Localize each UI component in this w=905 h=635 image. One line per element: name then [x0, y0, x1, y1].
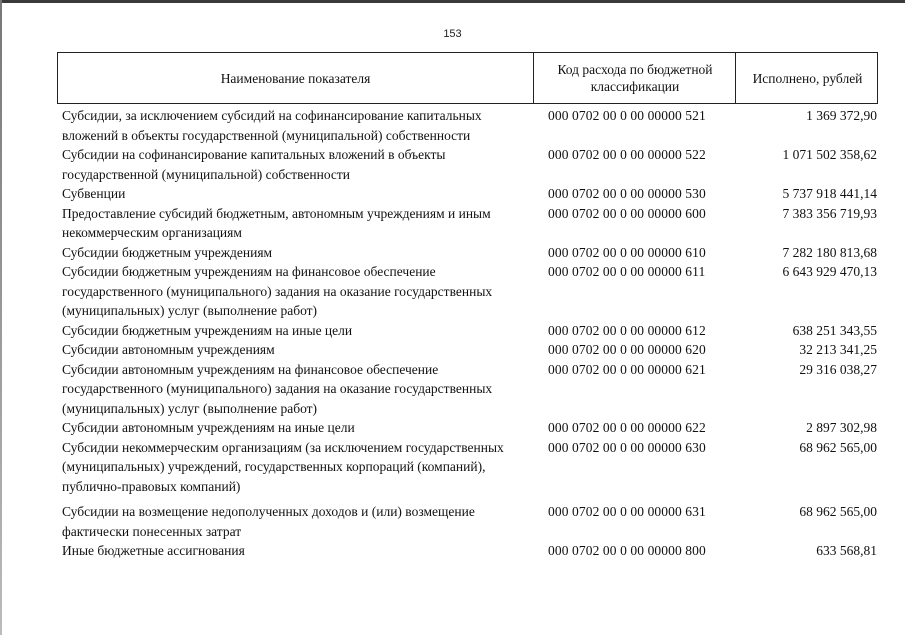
row-code: 000 0702 00 0 00 00000 631: [548, 504, 706, 519]
row-code: 000 0702 00 0 00 00000 622: [548, 420, 706, 435]
row-name: Предоставление субсидий бюджетным, автономным учреждениям и иным некоммерческим организациям: [62, 205, 491, 240]
row-code: 000 0702 00 0 00 00000 600: [548, 205, 706, 221]
table-row: [0, 262, 905, 321]
table-row: [0, 184, 905, 204]
row-name: Субвенции: [62, 186, 126, 201]
table-row: [0, 204, 905, 243]
row-amount: 2 897 302,98: [806, 420, 877, 435]
header-amount-column: Исполнено, рублей: [735, 53, 879, 103]
header-code-column: Код расхода по бюджетной классификации: [533, 53, 736, 103]
header-name-column: Наименование показателя: [220, 70, 371, 86]
table-row: [0, 321, 905, 341]
row-code: 000 0702 00 0 00 00000 521: [548, 108, 706, 123]
row-code: 000 0702 00 0 00 00000 530: [548, 186, 706, 201]
row-name: Субсидии на софинансирование капитальных вложений в объекты государственной (муниципальной) собственности: [62, 147, 446, 182]
row-code: 000 0702 00 0 00 00000 621: [548, 361, 706, 377]
table-row: [0, 340, 905, 360]
row-code: 000 0702 00 0 00 00000 620: [548, 342, 706, 357]
table-row: [0, 438, 905, 497]
table-row: [0, 145, 905, 184]
row-amount: 29 316 038,27: [799, 361, 877, 377]
row-name: Субсидии, за исключением субсидий на софинансирование капитальных вложений в объекты государственной (муниципальной) собственности: [62, 108, 482, 143]
row-amount: 638 251 343,55: [792, 322, 877, 338]
row-name: Субсидии некоммерческим организациям (за исключением государственных (муниципальных) учреждений, государственных корпораций (компаний), публично-правовых компаний): [62, 439, 504, 494]
row-code: 000 0702 00 0 00 00000 610: [548, 244, 706, 260]
row-amount: 633 568,81: [816, 543, 877, 558]
table-row: [0, 418, 905, 438]
table-row: [0, 360, 905, 419]
table-row: [0, 541, 905, 561]
row-amount: 68 962 565,00: [799, 504, 877, 519]
table-row: [0, 106, 905, 145]
row-amount: 68 962 565,00: [799, 439, 877, 455]
row-name: Субсидии бюджетным учреждениям: [62, 244, 273, 260]
row-amount: 32 213 341,25: [799, 342, 877, 357]
row-code: 000 0702 00 0 00 00000 612: [548, 322, 706, 338]
row-amount: 7 282 180 813,68: [782, 244, 877, 260]
row-name: Субсидии бюджетным учреждениям на иные цели: [62, 322, 353, 338]
row-code: 000 0702 00 0 00 00000 800: [548, 543, 706, 558]
table-body: [0, 106, 905, 561]
table-row: [0, 502, 905, 541]
row-name: Иные бюджетные ассигнования: [62, 543, 245, 558]
row-name: Субсидии на возмещение недополученных доходов и (или) возмещение фактически понесенных затрат: [62, 504, 475, 539]
row-name: Субсидии автономным учреждениям на иные цели: [62, 420, 355, 435]
row-name: Субсидии автономным учреждениям: [62, 342, 275, 357]
row-code: 000 0702 00 0 00 00000 630: [548, 439, 706, 455]
row-code: 000 0702 00 0 00 00000 522: [548, 147, 706, 162]
row-name: Субсидии автономным учреждениям на финансовое обеспечение государственного (муниципального) задания на оказание государственных (муниципальных) услуг (выполнение работ): [62, 361, 493, 416]
table-header: [57, 52, 878, 104]
table-row: [0, 243, 905, 263]
row-name: Субсидии бюджетным учреждениям на финансовое обеспечение государственного (муниципального) задания на оказание государственных (муниципальных) услуг (выполнение работ): [62, 264, 493, 318]
row-code: 000 0702 00 0 00 00000 611: [548, 264, 706, 279]
row-amount: 7 383 356 719,93: [782, 205, 877, 221]
row-amount: 5 737 918 441,14: [782, 186, 877, 201]
scan-edge-top: [0, 0, 905, 3]
row-amount: 1 369 372,90: [806, 108, 877, 123]
row-amount: 1 071 502 358,62: [782, 147, 877, 162]
row-amount: 6 643 929 470,13: [782, 264, 877, 279]
page-number: 153: [443, 28, 462, 40]
